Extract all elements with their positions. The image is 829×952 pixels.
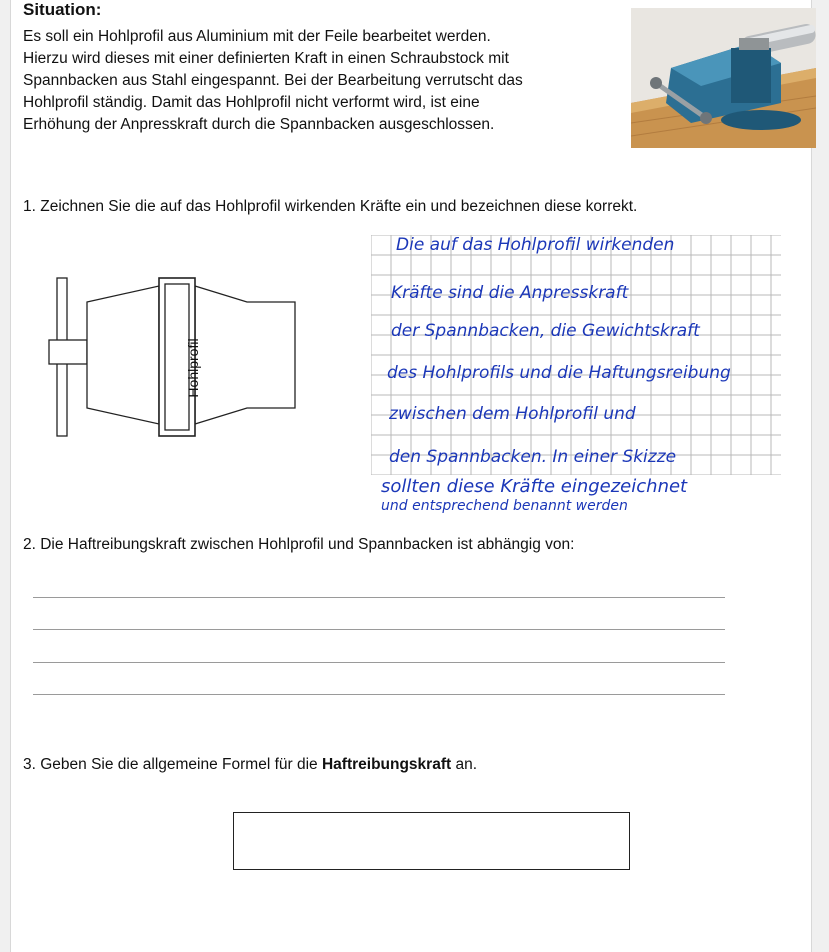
question-2: 2. Die Haftreibungskraft zwischen Hohlprofil und Spannbacken ist abhängig von: [23, 536, 575, 553]
formula-answer-box[interactable] [233, 812, 630, 870]
answer-grid [371, 235, 781, 475]
answer-line [33, 629, 725, 630]
answer-line [33, 694, 725, 695]
handwriting-line: sollten diese Kräfte eingezeichnet [381, 476, 688, 497]
situation-line: Erhöhung der Anpresskraft durch die Spannbacken ausgeschlossen. [23, 116, 495, 133]
worksheet-page [10, 0, 812, 952]
situation-line: Hierzu wird dieses mit einer definierten Kraft in einen Schraubstock mit [23, 50, 509, 67]
bench-vise-photo [631, 8, 816, 148]
answer-line [33, 662, 725, 663]
vise-jaw-left [87, 286, 159, 424]
handwriting-line: zwischen dem Hohlprofil und [389, 404, 636, 424]
handwriting-line: den Spannbacken. In einer Skizze [389, 447, 677, 467]
handwriting-line: des Hohlprofils und die Haftungsreibung [387, 363, 731, 383]
question-3-prefix: 3. Geben Sie die allgemeine Formel für die [23, 756, 322, 773]
handwriting-line: und entsprechend benannt werden [381, 498, 628, 514]
situation-line: Hohlprofil ständig. Damit das Hohlprofil nicht verformt wird, ist eine [23, 94, 480, 111]
question-3 [23, 756, 477, 774]
question-3-bold: Haftreibungskraft [321, 756, 452, 773]
vise-spindle [49, 340, 87, 364]
situation-line: Spannbacken aus Stahl eingespannt. Bei der Bearbeitung verrutscht das [23, 72, 523, 89]
situation-text [23, 26, 623, 136]
answer-line [33, 597, 725, 598]
situation-heading: Situation: [23, 0, 102, 19]
situation-line: Es soll ein Hohlprofil aus Aluminium mit der Feile bearbeitet werden. [23, 28, 491, 45]
vise-jaw-right [195, 286, 295, 424]
question-3-suffix: an. [451, 756, 478, 773]
hohlprofil-label: Hohlprofil [185, 338, 201, 398]
question-1: 1. Zeichnen Sie die auf das Hohlprofil wirkenden Kräfte ein und bezeichnen diese korrekt. [23, 198, 638, 215]
handwriting-line: Die auf das Hohlprofil wirkenden [396, 235, 675, 255]
handwriting-line: Kräfte sind die Anpresskraft [391, 283, 629, 303]
handwriting-line: der Spannbacken, die Gewichtskraft [391, 321, 700, 341]
vise-schematic [47, 272, 307, 442]
